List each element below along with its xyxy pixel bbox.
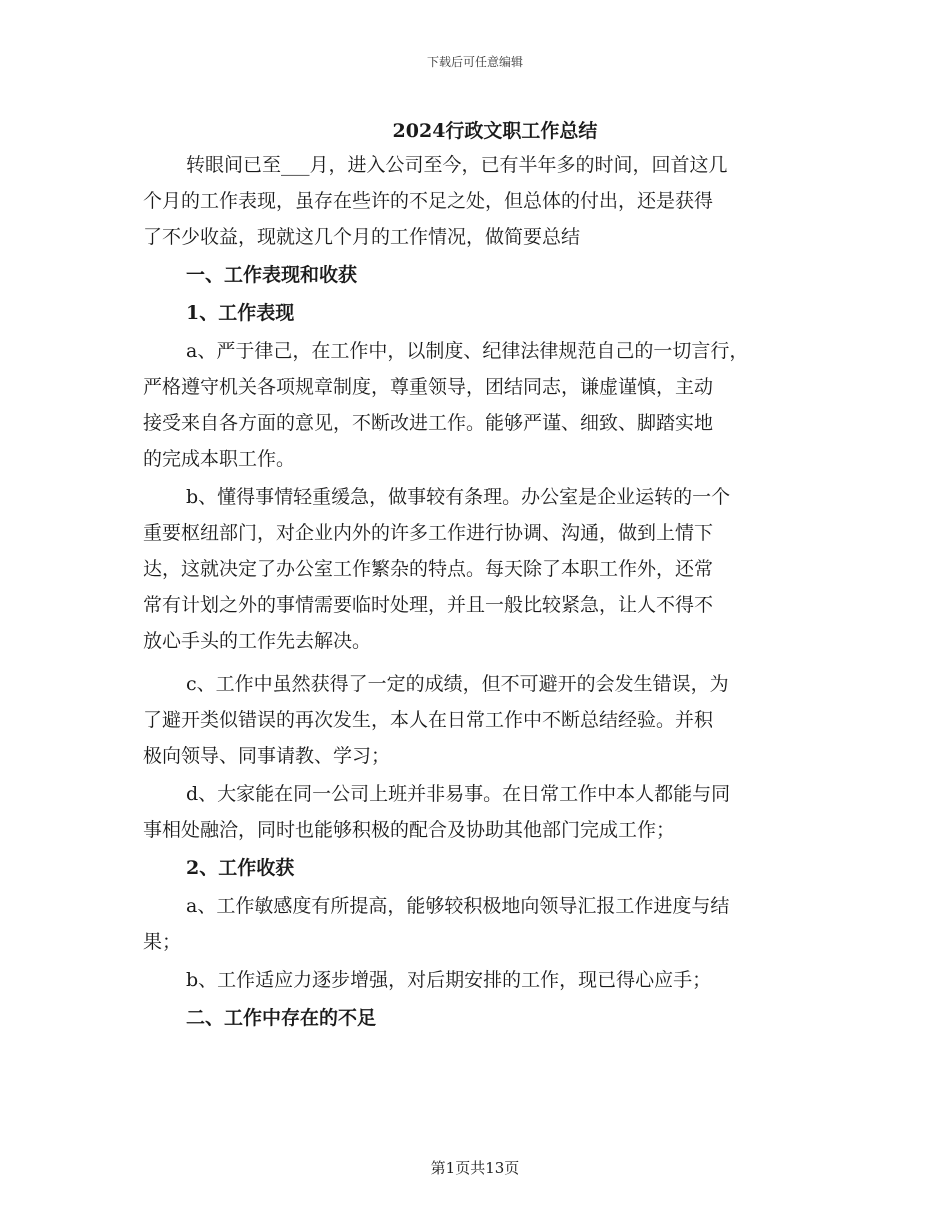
paragraph-line: b、懂得事情轻重缓急，做事较有条理。办公室是企业运转的一个 bbox=[186, 486, 731, 508]
paragraph-line: 果； bbox=[143, 931, 182, 953]
paragraph-line: 重要枢纽部门，对企业内外的许多工作进行协调、沟通，做到上情下 bbox=[143, 522, 714, 544]
paragraph-line: 达，这就决定了办公室工作繁杂的特点。每天除了本职工作外，还常 bbox=[143, 558, 714, 580]
paragraph-line: b、工作适应力逐步增强，对后期安排的工作，现已得心应手； bbox=[186, 969, 712, 991]
subsection-heading: 1、工作表现 bbox=[186, 302, 295, 324]
page-footer: 第1页共13页 bbox=[430, 1159, 520, 1177]
paragraph-line: 了避开类似错误的再次发生，本人在日常工作中不断总结经验。并积 bbox=[143, 709, 714, 731]
paragraph-line: 了不少收益，现就这几个月的工作情况，做简要总结 bbox=[143, 226, 581, 248]
paragraph-line: a、严于律己，在工作中，以制度、纪律法律规范自己的一切言行， bbox=[186, 340, 749, 362]
paragraph-line: 放心手头的工作先去解决。 bbox=[143, 630, 372, 652]
paragraph-line: 事相处融洽，同时也能够积极的配合及协助其他部门完成工作； bbox=[143, 819, 676, 841]
paragraph-line: 转眼间已至___月，进入公司至今，已有半年多的时间，回首这几 bbox=[186, 154, 728, 176]
section-heading: 二、工作中存在的不足 bbox=[186, 1007, 377, 1029]
paragraph-line: 极向领导、同事请教、学习； bbox=[143, 745, 391, 767]
paragraph-line: c、工作中虽然获得了一定的成绩，但不可避开的会发生错误，为 bbox=[186, 673, 729, 695]
paragraph-line: a、工作敏感度有所提高，能够较积极地向领导汇报工作进度与结 bbox=[186, 895, 730, 917]
document-title: 2024行政文职工作总结 bbox=[392, 120, 598, 142]
page-header: 下载后可任意编辑 bbox=[426, 55, 523, 69]
paragraph-line: 的完成本职工作。 bbox=[143, 448, 296, 470]
paragraph-line: 常有计划之外的事情需要临时处理，并且一般比较紧急，让人不得不 bbox=[143, 594, 714, 616]
paragraph-line: d、大家能在同一公司上班并非易事。在日常工作中本人都能与同 bbox=[186, 783, 731, 805]
section-heading: 一、工作表现和收获 bbox=[186, 264, 358, 286]
paragraph-line: 个月的工作表现，虽存在些许的不足之处，但总体的付出，还是获得 bbox=[143, 190, 714, 212]
paragraph-line: 接受来自各方面的意见，不断改进工作。能够严谨、细致、脚踏实地 bbox=[143, 412, 714, 434]
subsection-heading: 2、工作收获 bbox=[186, 857, 295, 879]
paragraph-line: 严格遵守机关各项规章制度，尊重领导，团结同志，谦虚谨慎，主动 bbox=[143, 376, 714, 398]
